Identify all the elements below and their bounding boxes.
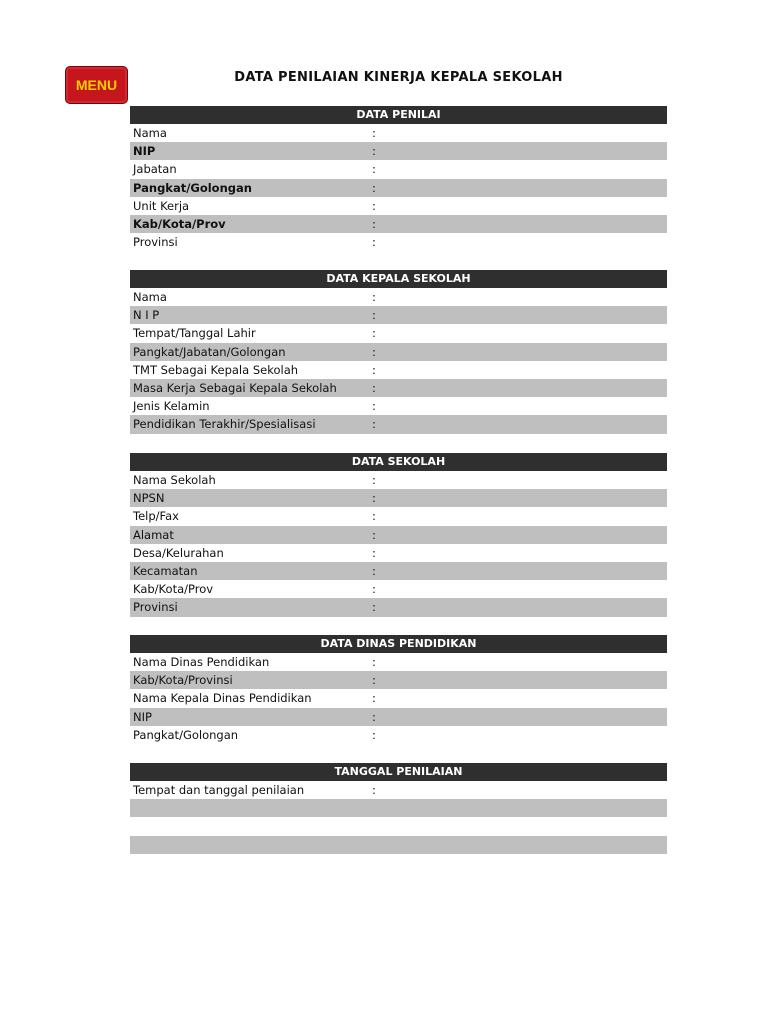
form-row[interactable] [130, 562, 667, 580]
field-label: Kab/Kota/Prov [133, 216, 226, 231]
field-label: Pangkat/Jabatan/Golongan [133, 344, 286, 359]
section-header: DATA PENILAI [130, 106, 667, 124]
form-row[interactable] [130, 580, 667, 598]
field-label: Masa Kerja Sebagai Kepala Sekolah [133, 380, 337, 395]
form-row[interactable] [130, 160, 667, 178]
field-colon: : [372, 380, 376, 395]
form-row[interactable] [130, 415, 667, 433]
form-row[interactable] [130, 781, 667, 799]
field-colon: : [372, 180, 376, 195]
form-row[interactable] [130, 306, 667, 324]
field-label: TMT Sebagai Kepala Sekolah [133, 362, 299, 377]
section-tanggal-penilaian [130, 763, 667, 854]
field-label: NPSN [133, 491, 165, 506]
form-row[interactable] [130, 179, 667, 197]
field-colon: : [372, 473, 376, 487]
field-colon: : [372, 162, 376, 177]
field-colon: : [372, 527, 376, 542]
form-row[interactable] [130, 343, 667, 361]
form-row[interactable] [130, 507, 667, 525]
field-label: Nama Kepala Dinas Pendidikan [133, 691, 312, 706]
form-row[interactable] [130, 397, 667, 415]
field-label: Provinsi [133, 235, 178, 250]
field-colon: : [372, 399, 376, 414]
field-colon: : [372, 362, 376, 377]
field-colon: : [372, 582, 376, 597]
form-row[interactable] [130, 197, 667, 215]
field-colon: : [372, 144, 376, 159]
field-label: Alamat [133, 527, 174, 542]
form-row[interactable] [130, 836, 667, 854]
field-colon: : [372, 198, 376, 213]
form-row[interactable] [130, 653, 667, 671]
field-colon: : [372, 563, 376, 578]
form-row[interactable] [130, 379, 667, 397]
field-colon: : [372, 126, 376, 140]
form-row[interactable] [130, 361, 667, 379]
field-colon: : [372, 417, 376, 432]
form-row[interactable] [130, 215, 667, 233]
section-header: DATA DINAS PENDIDIKAN [130, 635, 667, 653]
field-colon: : [372, 491, 376, 506]
field-colon: : [372, 216, 376, 231]
field-colon: : [372, 709, 376, 724]
form-row[interactable] [130, 817, 667, 835]
form-row[interactable] [130, 799, 667, 817]
field-label: Tempat dan tanggal penilaian [133, 783, 305, 797]
form-row[interactable] [130, 671, 667, 689]
field-label: Provinsi [133, 600, 178, 615]
field-colon: : [372, 600, 376, 615]
field-label: Pangkat/Golongan [133, 727, 239, 742]
form-row[interactable] [130, 544, 667, 562]
section-data-sekolah [130, 453, 667, 617]
form-row[interactable] [130, 324, 667, 342]
form-row[interactable] [130, 288, 667, 306]
section-data-kepala-sekolah [130, 270, 667, 434]
menu-button[interactable]: MENU [65, 66, 128, 104]
form-row[interactable] [130, 689, 667, 707]
form-row[interactable] [130, 471, 667, 489]
field-label: NIP [133, 144, 156, 159]
field-label: Telp/Fax [133, 509, 179, 524]
form-row[interactable] [130, 708, 667, 726]
field-label: Desa/Kelurahan [133, 545, 224, 560]
field-label: Kecamatan [133, 563, 198, 578]
field-colon: : [372, 691, 376, 706]
section-header: TANGGAL PENILAIAN [130, 763, 667, 781]
field-label: Nama [133, 290, 167, 304]
section-header: DATA SEKOLAH [130, 453, 667, 471]
field-colon: : [372, 655, 376, 669]
form-row[interactable] [130, 233, 667, 251]
field-colon: : [372, 326, 376, 341]
field-label: Kab/Kota/Provinsi [133, 673, 233, 688]
form-row[interactable] [130, 726, 667, 744]
section-header: DATA KEPALA SEKOLAH [130, 270, 667, 288]
field-colon: : [372, 344, 376, 359]
field-colon: : [372, 783, 376, 797]
field-label: Nama [133, 126, 167, 140]
field-colon: : [372, 509, 376, 524]
field-colon: : [372, 545, 376, 560]
field-label: Unit Kerja [133, 198, 190, 213]
field-label: N I P [133, 308, 160, 323]
page-title: DATA PENILAIAN KINERJA KEPALA SEKOLAH [234, 70, 563, 85]
field-label: NIP [133, 709, 152, 724]
field-label: Pendidikan Terakhir/Spesialisasi [133, 417, 316, 432]
form-row[interactable] [130, 526, 667, 544]
field-label: Jenis Kelamin [133, 399, 210, 414]
section-data-penilai [130, 106, 667, 251]
field-label: Jabatan [133, 162, 177, 177]
field-label: Pangkat/Golongan [133, 180, 252, 195]
field-colon: : [372, 235, 376, 250]
field-label: Nama Dinas Pendidikan [133, 655, 270, 669]
field-label: Tempat/Tanggal Lahir [133, 326, 256, 341]
form-row[interactable] [130, 124, 667, 142]
section-data-dinas-pendidikan [130, 635, 667, 744]
field-colon: : [372, 727, 376, 742]
field-label: Nama Sekolah [133, 473, 216, 487]
field-colon: : [372, 308, 376, 323]
form-row[interactable] [130, 142, 667, 160]
field-colon: : [372, 673, 376, 688]
field-colon: : [372, 290, 376, 304]
form-row[interactable] [130, 598, 667, 616]
field-label: Kab/Kota/Prov [133, 582, 214, 597]
form-row[interactable] [130, 489, 667, 507]
